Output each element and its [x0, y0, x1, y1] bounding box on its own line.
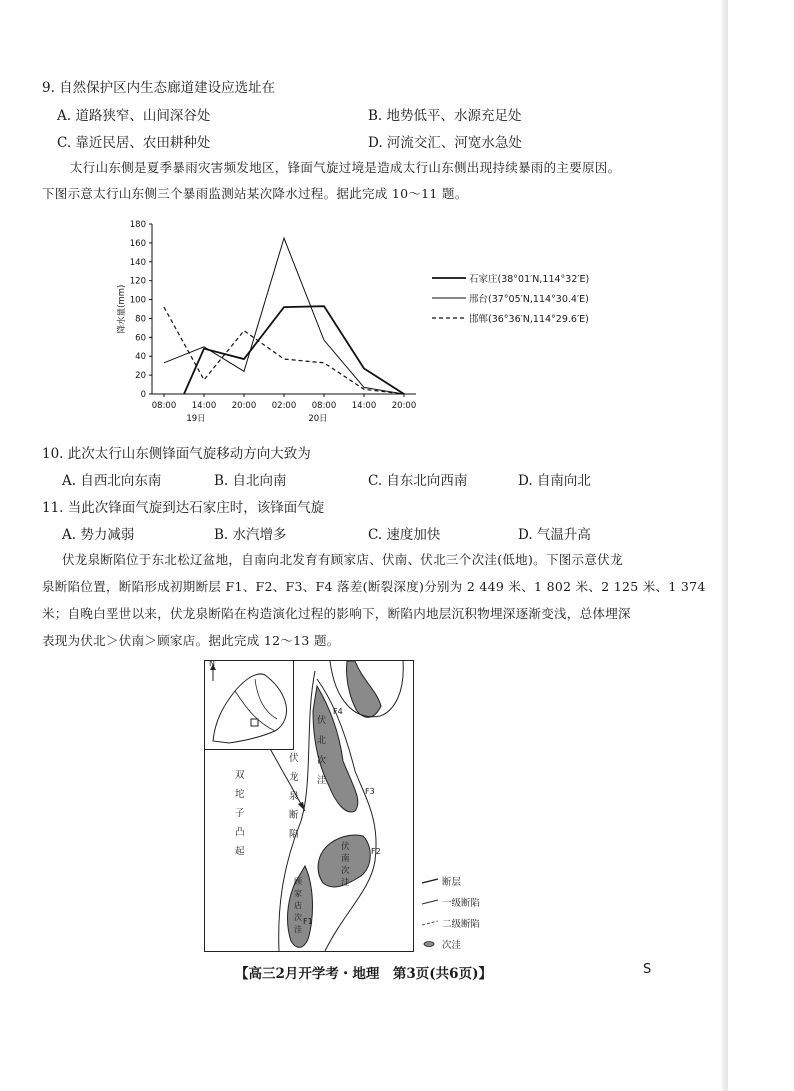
- day-label-19: 19日: [186, 414, 206, 424]
- fault-label-f4: F4: [333, 707, 343, 716]
- question-10-stem: 10. 此次太行山东侧锋面气旋移动方向大致为: [42, 446, 311, 462]
- question-10-option-d: D. 自南向北: [518, 473, 591, 489]
- legend-line-thin-icon: [432, 295, 466, 301]
- label-fubei-subsag: 伏北次洼: [317, 716, 327, 786]
- question-9-option-c: C. 靠近民居、农田耕种处: [57, 135, 211, 151]
- subsag-icon: [422, 940, 438, 948]
- intro-2-line-2: 泉断陷位置，断陷形成初期断层 F1、F2、F3、F4 落差(断裂深度)分别为 2 449 米、1 802 米、2 125 米、1 374: [42, 579, 706, 594]
- intro-2-line-1: 伏龙泉断陷位于东北松辽盆地，自南向北发育有顾家店、伏南、伏北三个次洼(低地)。下图示意伏龙: [62, 552, 623, 567]
- map-legend-secondary-label: 二级断陷: [442, 918, 481, 930]
- series-line-2: [164, 307, 404, 394]
- y-tick-label: 180: [129, 220, 146, 230]
- corner-mark: S: [643, 962, 652, 977]
- intro-1-line-2: 下图示意太行山东侧三个暴雨监测站某次降水过程。据此完成 10～11 题。: [42, 186, 468, 201]
- question-9-option-d: D. 河流交汇、河宽水急处: [368, 135, 522, 151]
- label-fulongquan-depression: 伏龙泉断陷: [289, 753, 299, 840]
- x-tick-label: 08:00: [151, 401, 177, 411]
- label-funan-subsag: 伏南次洼: [341, 842, 350, 888]
- map-legend: [422, 870, 480, 954]
- question-9-option-b: B. 地势低平、水源充足处: [368, 108, 522, 124]
- question-9-option-a: A. 道路狭窄、山间深谷处: [57, 108, 211, 124]
- intro-2-line-3: 米；自晚白垩世以来，伏龙泉断陷在构造演化过程的影响下，断陷内地层沉积物埋深逐渐变浅，总体埋深: [42, 606, 631, 621]
- question-10-option-a: A. 自西北向东南: [62, 473, 162, 489]
- map-legend-fault: [422, 870, 480, 891]
- fault-line-icon: [422, 877, 438, 885]
- map-legend-primary-label: 一级断陷: [442, 897, 481, 909]
- legend-item-0: [432, 268, 589, 288]
- legend-label-0: 石家庄(38°01′N,114°32′E): [469, 274, 590, 285]
- question-10-option-c: C. 自东北向西南: [368, 473, 468, 489]
- label-gujiadian-subsag: 顾家店次洼: [294, 877, 302, 934]
- fault-label-f1: F1: [303, 917, 313, 926]
- y-tick-label: 140: [129, 257, 146, 268]
- fault-label-f3: F3: [365, 787, 375, 796]
- y-axis-label: 降水量(mm): [117, 284, 127, 334]
- map-legend-primary: [422, 891, 480, 912]
- y-tick-label: 0: [140, 390, 146, 400]
- day-label-20: 20日: [308, 414, 328, 424]
- intro-1-line-1: 太行山东侧是夏季暴雨灾害频发地区，锋面气旋过境是造成太行山东侧出现持续暴雨的主要原因。: [70, 160, 621, 175]
- series-line-0: [184, 306, 404, 394]
- x-tick-label: 08:00: [311, 401, 337, 411]
- legend-line-dashed-icon: [432, 315, 466, 321]
- y-tick-label: 60: [135, 333, 146, 344]
- legend-item-1: [432, 288, 589, 308]
- fault-depression-map: [204, 660, 414, 952]
- y-tick-label: 160: [129, 238, 146, 249]
- location-inset: [205, 661, 294, 750]
- question-9-stem: 9. 自然保护区内生态廊道建设应选址在: [42, 80, 276, 96]
- y-tick-label: 100: [129, 295, 146, 306]
- x-tick-label: 14:00: [351, 401, 377, 411]
- y-tick-label: 120: [129, 276, 146, 287]
- y-tick-label: 40: [135, 352, 146, 363]
- map-legend-subsag-label: 次洼: [442, 939, 462, 951]
- chart-legend: [432, 268, 589, 328]
- map-legend-fault-label: 断层: [442, 876, 462, 888]
- legend-label-2: 邯郸(36°36′N,114°29.6′E): [469, 314, 589, 325]
- y-tick-label: 20: [135, 371, 146, 382]
- question-11-option-a: A. 势力减弱: [62, 527, 135, 543]
- x-tick-label: 02:00: [271, 401, 297, 411]
- primary-depression-icon: [422, 898, 438, 906]
- question-11-option-d: D. 气温升高: [518, 527, 591, 543]
- question-11-option-b: B. 水汽增多: [214, 527, 287, 543]
- north-arrow-label: N: [209, 659, 215, 668]
- legend-label-1: 邢台(37°05′N,114°30.4′E): [469, 294, 589, 305]
- question-10-option-b: B. 自北向南: [214, 473, 287, 489]
- legend-line-solid-icon: [432, 275, 466, 281]
- y-tick-label: 80: [135, 314, 146, 325]
- precipitation-chart-svg: [110, 212, 430, 432]
- map-legend-subsag: [422, 933, 480, 954]
- x-tick-label: 20:00: [231, 401, 257, 411]
- question-11-stem: 11. 当此次锋面气旋到达石家庄时，该锋面气旋: [42, 500, 325, 516]
- x-tick-label: 14:00: [191, 401, 217, 411]
- inset-svg: [205, 661, 293, 749]
- secondary-depression-icon: [422, 919, 438, 927]
- legend-item-2: [432, 308, 589, 328]
- fault-label-f2: F2: [371, 847, 381, 856]
- precipitation-chart: [110, 212, 430, 432]
- page-edge: [722, 0, 728, 1091]
- label-shuangtuozi-uplift: 双坨子凸起: [235, 770, 245, 857]
- intro-2-line-4: 表现为伏北＞伏南＞顾家店。据此完成 12～13 题。: [42, 633, 340, 648]
- map-legend-secondary: [422, 912, 480, 933]
- page-footer: 【高三2月开学考・地理 第3页(共6页)】: [235, 966, 492, 982]
- question-11-option-c: C. 速度加快: [368, 527, 441, 543]
- x-tick-label: 20:00: [391, 401, 417, 411]
